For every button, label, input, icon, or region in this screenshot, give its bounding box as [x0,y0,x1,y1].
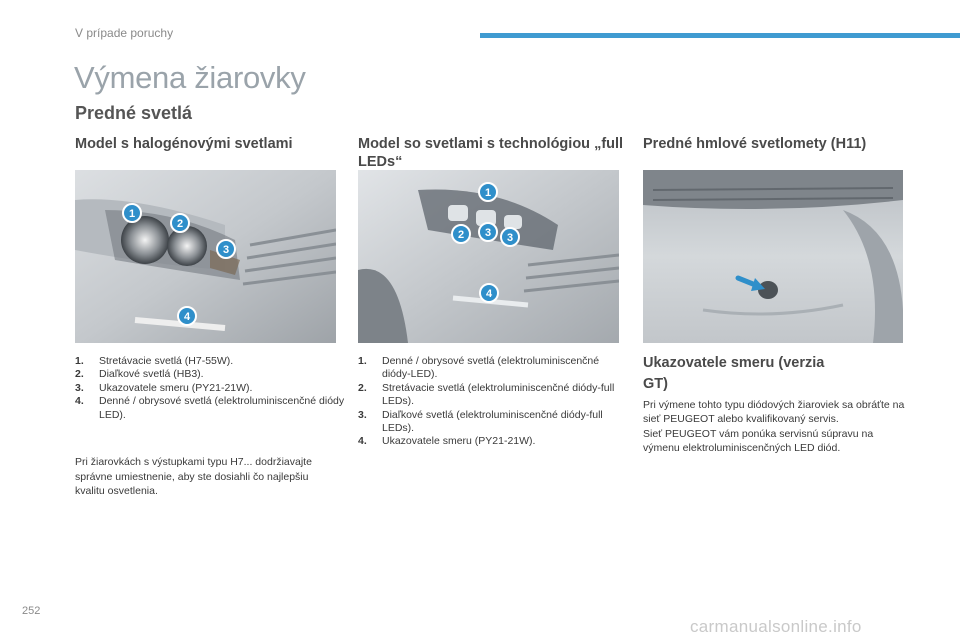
halogen-note: Pri žiarovkách s výstupkami typu H7... dodržiavajte správne umiestnenie, aby ste dosiahli čo najlepšiu kvalitu osvetlenia. [75,456,312,497]
gt-paragraph-1: Pri výmene tohto typu diódových žiaroviek sa obráťte na sieť PEUGEOT alebo kvalifikovaný servis. [643,399,905,426]
page-title: Výmena žiarovky [74,60,306,95]
list-item: 4. Denné / obrysové svetlá (elektroluminiscenčné diódy LED). [75,395,345,421]
svg-text:4: 4 [183,311,191,323]
svg-text:3: 3 [222,244,230,256]
list-item: 2. Stretávacie svetlá (elektroluminiscenčné diódy-full LEDs). [358,381,615,408]
fog-light-photo [643,170,903,343]
page-number: 252 [22,605,41,617]
marker-4 [178,307,196,325]
list-item: 1. Stretávacie svetlá (H7-55W). [75,355,234,367]
marker-3 [479,223,497,241]
svg-text:3: 3 [506,232,514,244]
full-led-markers [358,170,619,343]
heading-fog-lights: Predné hmlové svetlomety (H11) [643,136,867,152]
marker-1 [479,183,497,201]
svg-text:1: 1 [484,187,492,199]
svg-text:2: 2 [176,218,184,230]
marker-1 [123,204,141,222]
heading-halogen: Model s halogénovými svetlami [75,136,293,152]
list-item: 3. Diaľkové svetlá (elektroluminiscenčné diódy-full LEDs). [358,408,603,435]
full-led-bulb-list [358,355,628,449]
halogen-bulb-list [75,355,345,422]
gt-indicators-text [643,398,905,456]
watermark: carmanualsonline.info [690,617,862,636]
marker-2 [452,225,470,243]
svg-text:3: 3 [484,227,492,239]
list-item: 2. Diaľkové svetlá (HB3). [75,368,204,381]
gt-paragraph-2: Sieť PEUGEOT vám ponúka servisnú súpravu na výmenu elektroluminiscenčných LED diód. [643,427,874,455]
header-accent-bar [480,33,960,38]
gt-indicators-heading: Ukazovatele smeru (verzia GT) [643,355,825,392]
marker-3 [217,240,235,258]
marker-3b [501,228,519,246]
heading-full-led: Model so svetlami s technológiou „full LEDs“ [358,136,624,170]
marker-2 [171,214,189,232]
page-subtitle: Predné svetlá [75,103,193,123]
marker-4 [480,284,498,302]
list-item: 4. Ukazovatele smeru (PY21-21W). [358,435,536,448]
halogen-markers [75,170,336,343]
section-header: V prípade poruchy [75,26,174,40]
svg-text:4: 4 [485,288,493,300]
list-item: 3. Ukazovatele smeru (PY21-21W). [75,381,253,394]
svg-text:1: 1 [128,208,136,220]
svg-text:2: 2 [457,229,465,241]
list-item: 1. Denné / obrysové svetlá (elektroluminiscenčné diódy-LED). [358,355,600,381]
